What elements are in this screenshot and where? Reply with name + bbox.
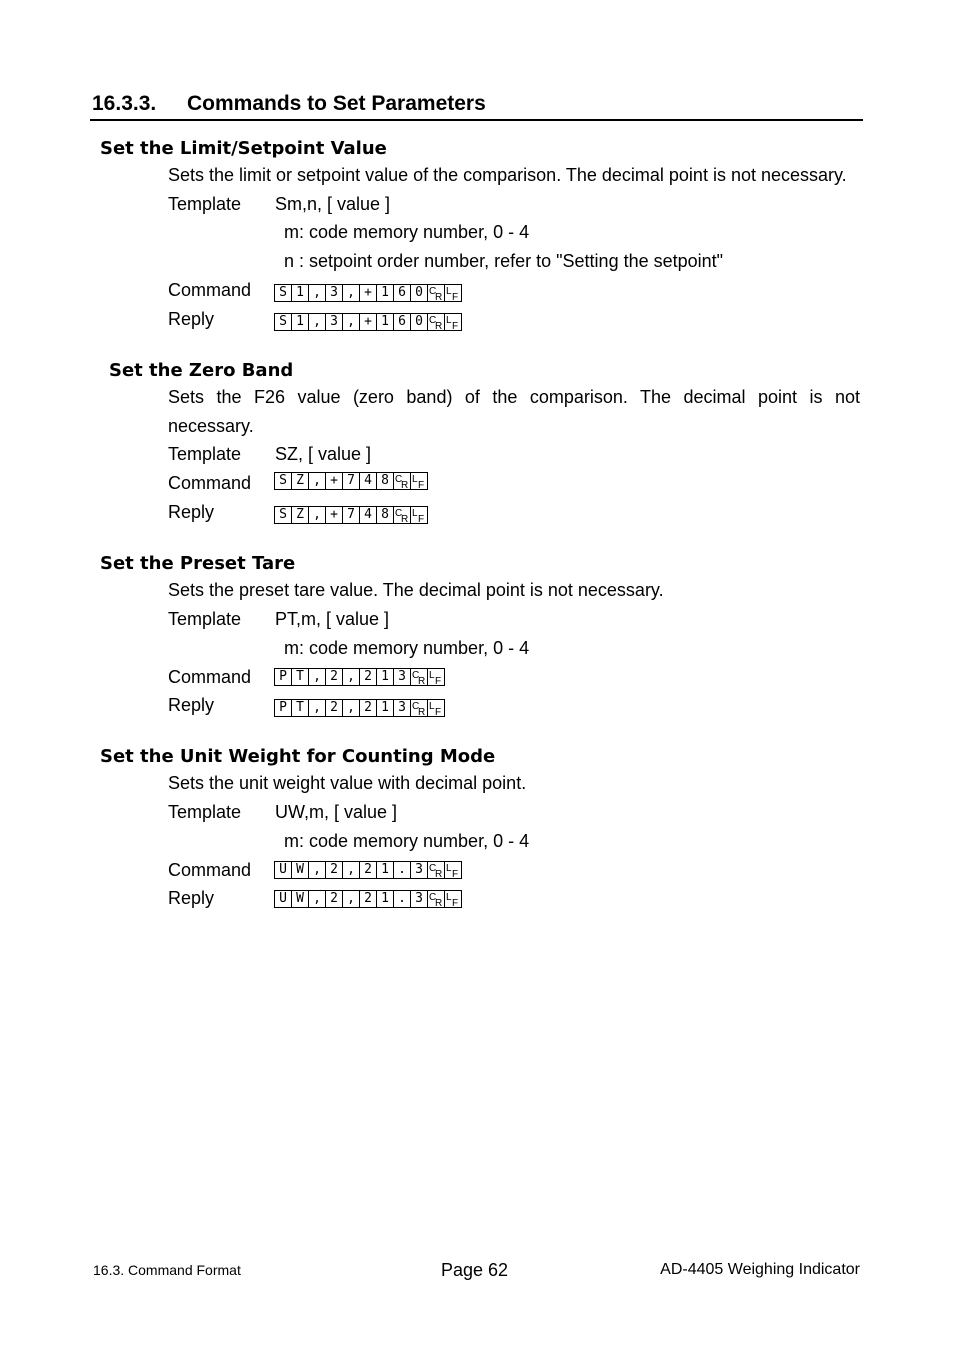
preset-tare-reply-code — [274, 699, 444, 717]
code-char: 8 — [376, 506, 394, 524]
limit-template: Sm,n, [ value ] — [275, 194, 391, 214]
code-char: 7 — [342, 472, 360, 490]
zero-band-description-line2: necessary. — [168, 416, 254, 436]
code-char: , — [342, 313, 360, 331]
limit-note-m: m: code memory number, 0 - 4 — [284, 222, 530, 242]
code-char: , — [308, 699, 326, 717]
code-char: T — [291, 699, 309, 717]
footer-page-number: Page 62 — [441, 1260, 509, 1280]
code-char: , — [308, 861, 326, 879]
footer-chapter: 16.3. Command Format — [93, 1262, 241, 1278]
unit-weight-reply-label: Reply — [168, 888, 215, 908]
lf-terminator: L F — [444, 284, 462, 302]
code-char: , — [308, 313, 326, 331]
code-char: + — [359, 284, 377, 302]
code-char: 2 — [359, 890, 377, 908]
cr-terminator: C R — [393, 472, 411, 490]
code-char: 2 — [325, 861, 343, 879]
cr-terminator: C R — [410, 699, 428, 717]
section-title — [92, 90, 863, 117]
code-char: 7 — [342, 506, 360, 524]
title-rule — [90, 119, 863, 121]
lf-terminator: L F — [427, 668, 445, 686]
limit-description: Sets the limit or setpoint value of the comparison. The decimal point is not necessary. — [168, 165, 847, 185]
code-char: W — [291, 861, 309, 879]
code-char: . — [393, 861, 411, 879]
code-char: 2 — [359, 668, 377, 686]
unit-weight-command-code — [274, 861, 461, 879]
code-char: Z — [291, 506, 309, 524]
code-char: , — [342, 890, 360, 908]
lf-terminator: L F — [410, 506, 428, 524]
zero-band-reply-code — [274, 506, 427, 524]
code-char: S — [274, 472, 292, 490]
code-char: + — [359, 313, 377, 331]
limit-note-n: n : setpoint order number, refer to "Setting the setpoint" — [284, 251, 724, 271]
code-char: , — [342, 861, 360, 879]
unit-weight-heading: Set the Unit Weight for Counting Mode — [100, 746, 496, 767]
code-char: 0 — [410, 313, 428, 331]
unit-weight-template-label: Template — [168, 802, 242, 822]
code-char: , — [308, 668, 326, 686]
code-char: P — [274, 668, 292, 686]
code-char: 2 — [359, 861, 377, 879]
section-heading: Commands to Set Parameters — [187, 92, 486, 115]
preset-tare-command-label: Command — [168, 667, 252, 687]
limit-command-code — [274, 284, 461, 302]
code-char: , — [342, 699, 360, 717]
zero-band-template: SZ, [ value ] — [275, 444, 372, 464]
zero-band-command-code — [274, 472, 427, 490]
zero-band-reply-label: Reply — [168, 502, 215, 522]
code-char: 1 — [291, 284, 309, 302]
code-char: 2 — [325, 699, 343, 717]
code-char: 6 — [393, 313, 411, 331]
unit-weight-command-label: Command — [168, 860, 252, 880]
zero-band-description-line1: Sets the F26 value (zero band) of the comparison. The decimal point is not — [168, 387, 860, 407]
code-char: 8 — [376, 472, 394, 490]
zero-band-heading: Set the Zero Band — [109, 360, 294, 381]
unit-weight-description: Sets the unit weight value with decimal point. — [168, 773, 527, 793]
code-char: 2 — [325, 668, 343, 686]
preset-tare-reply-label: Reply — [168, 695, 215, 715]
code-char: Z — [291, 472, 309, 490]
code-char: S — [274, 313, 292, 331]
cr-terminator: C R — [427, 861, 445, 879]
code-char: , — [308, 890, 326, 908]
code-char: 2 — [359, 699, 377, 717]
code-char: 3 — [393, 668, 411, 686]
code-char: , — [342, 284, 360, 302]
preset-tare-command-code — [274, 668, 444, 686]
preset-tare-description: Sets the preset tare value. The decimal point is not necessary. — [168, 580, 664, 600]
lf-terminator: L F — [444, 890, 462, 908]
limit-command-label: Command — [168, 280, 252, 300]
code-char: . — [393, 890, 411, 908]
preset-tare-note-m: m: code memory number, 0 - 4 — [284, 638, 530, 658]
code-char: 1 — [376, 890, 394, 908]
limit-reply-code — [274, 313, 461, 331]
code-char: 1 — [376, 861, 394, 879]
code-char: 2 — [325, 890, 343, 908]
code-char: 0 — [410, 284, 428, 302]
cr-terminator: C R — [410, 668, 428, 686]
limit-template-label: Template — [168, 194, 242, 214]
code-char: 3 — [393, 699, 411, 717]
code-char: + — [325, 472, 343, 490]
limit-heading: Set the Limit/Setpoint Value — [100, 138, 387, 159]
code-char: 1 — [291, 313, 309, 331]
code-char: , — [308, 284, 326, 302]
zero-band-command-label: Command — [168, 473, 252, 493]
code-char: 1 — [376, 284, 394, 302]
lf-terminator: L F — [444, 313, 462, 331]
code-char: , — [308, 506, 326, 524]
preset-tare-template: PT,m, [ value ] — [275, 609, 390, 629]
code-char: P — [274, 699, 292, 717]
code-char: U — [274, 861, 292, 879]
code-char: S — [274, 506, 292, 524]
lf-terminator: L F — [410, 472, 428, 490]
code-char: W — [291, 890, 309, 908]
code-char: , — [342, 668, 360, 686]
code-char: 6 — [393, 284, 411, 302]
unit-weight-note-m: m: code memory number, 0 - 4 — [284, 831, 530, 851]
preset-tare-template-label: Template — [168, 609, 242, 629]
limit-reply-label: Reply — [168, 309, 215, 329]
code-char: 4 — [359, 472, 377, 490]
unit-weight-template: UW,m, [ value ] — [275, 802, 398, 822]
code-char: 3 — [325, 284, 343, 302]
code-char: 3 — [410, 890, 428, 908]
lf-terminator: L F — [444, 861, 462, 879]
code-char: 1 — [376, 668, 394, 686]
code-char: , — [308, 472, 326, 490]
code-char: 3 — [325, 313, 343, 331]
footer-product: AD-4405 Weighing Indicator — [660, 1261, 860, 1278]
cr-terminator: C R — [427, 313, 445, 331]
lf-terminator: L F — [427, 699, 445, 717]
section-number: 16.3.3. — [92, 92, 157, 115]
preset-tare-heading: Set the Preset Tare — [100, 553, 296, 574]
code-char: T — [291, 668, 309, 686]
code-char: + — [325, 506, 343, 524]
code-char: 4 — [359, 506, 377, 524]
code-char: 1 — [376, 699, 394, 717]
cr-terminator: C R — [427, 890, 445, 908]
cr-terminator: C R — [427, 284, 445, 302]
code-char: 3 — [410, 861, 428, 879]
zero-band-template-label: Template — [168, 444, 242, 464]
code-char: U — [274, 890, 292, 908]
code-char: S — [274, 284, 292, 302]
code-char: 1 — [376, 313, 394, 331]
cr-terminator: C R — [393, 506, 411, 524]
unit-weight-reply-code — [274, 890, 461, 908]
